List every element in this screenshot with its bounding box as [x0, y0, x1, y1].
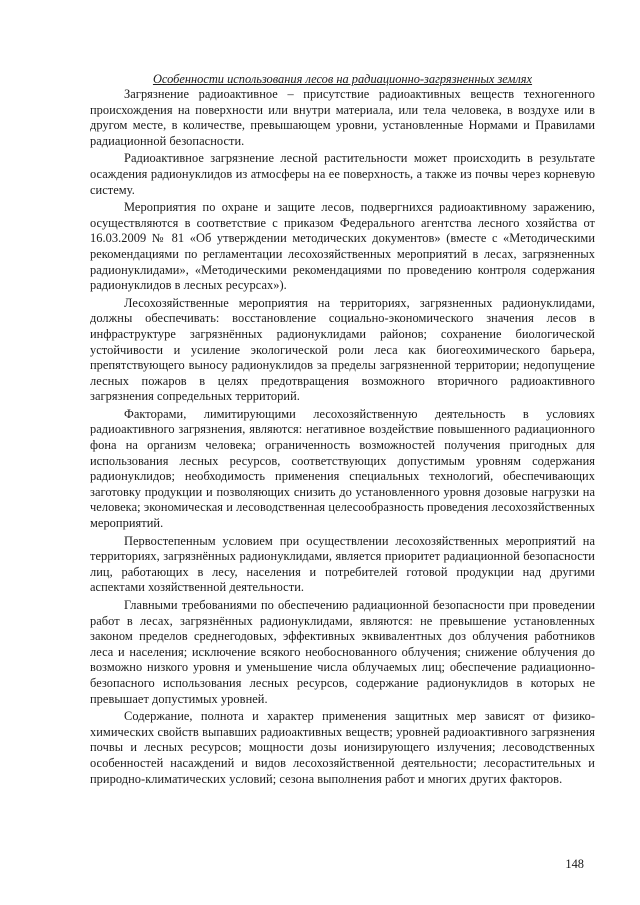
paragraph-forest-contamination: Радиоактивное загрязнение лесной растительности может происходить в результате осаждения радионуклидов из атмосферы на ее поверхность, а также из почвы через корневую систему.	[90, 151, 595, 197]
document-page	[90, 72, 595, 789]
paragraph-protective-measures: Содержание, полнота и характер применения защитных мер зависят от физико-химических свойств выпавших радиоактивных веществ; уровней радиоактивного загрязнения почвы и лесных ресурсов; мощности дозы ионизирующего излучения; лесоводственных особенностей насаждений и видов лесохозяйственной деятельности; лесорастительных и природно-климатических условий; сезона выполнения работ и многих других факторов.	[90, 709, 595, 786]
paragraph-protection-measures: Мероприятия по охране и защите лесов, подвергнихся радиоактивному заражению, осуществляются в соответствие с приказом Федерального агентства лесного хозяйства от 16.03.2009 № 81 «Об утверждении методических документов» (вместе с «Методическими рекомендациями по регламентации лесохозяйственных мероприятий в лесах, загрязненных радионуклидами», «Методическими рекомендациями по проведению контроля содержания радионуклидов в лесных ресурсах»).	[90, 200, 595, 293]
document-title: Особенности использования лесов на радиационно-загрязненных землях	[152, 72, 533, 86]
paragraph-forestry-activities: Лесохозяйственные мероприятия на территориях, загрязненных радионуклидами, должны обеспечивать: восстановление социально-экономического значения лесов в инфраструктуре загрязнённых радионуклидами районов; сохранение биологической устойчивости и усиление экологической роли леса как биогеохимического барьера, препятствующего выносу радионуклидов за пределы загрязненной территории; недопущение лесных пожаров в целях предотвращения возможного вторичного радиоактивного загрязнения сопредельных территорий.	[90, 295, 595, 404]
paragraph-contamination-definition: Загрязнение радиоактивное – присутствие радиоактивных веществ техногенного происхождения на поверхности или внутри материала, или тела человека, в воздухе или в другом месте, в количестве, превышающем уровни, установленные Нормами и Правилами радиационной безопасности.	[90, 87, 595, 148]
page-number: 148	[565, 857, 584, 871]
paragraph-safety-requirements: Главными требованиями по обеспечению радиационной безопасности при проведении работ в лесах, загрязнённых радионуклидами, являются: не превышение установленных законом пределов среднегодовых, эффективных эквивалентных доз облучения работников леса и населения; исключение всякого необоснованного облучения; снижение облучения до возможно низкого уровня и уменьшение числа облучаемых лиц; обеспечение радиационно-безопасного использования лесных ресурсов, содержание радионуклидов в которых не превышает допустимых уровней.	[90, 598, 595, 706]
paragraph-primary-condition: Первостепенным условием при осуществлении лесохозяйственных мероприятий на территориях, загрязнённых радионуклидами, является приоритет радиационной безопасности лиц, работающих в лесу, населения и потребителей готовой продукции над другими аспектами хозяйственной деятельности.	[90, 533, 595, 595]
paragraph-limiting-factors: Факторами, лимитирующими лесохозяйственную деятельность в условиях радиоактивного загрязнения, являются: негативное воздействие повышенного радиационного фона на организм человека; ограниченность возможностей получения пригодных для использования лесных ресурсов, соответствующих допустимым уровням содержания радионуклидов; необходимость применения специальных технологий, обеспечивающих заготовку продукции и позволяющих снизить до установленного уровня дозовые нагрузки на человека; экономическая и лесоводственная целесообразность проведения лесохозяйственных мероприятий.	[90, 406, 595, 531]
